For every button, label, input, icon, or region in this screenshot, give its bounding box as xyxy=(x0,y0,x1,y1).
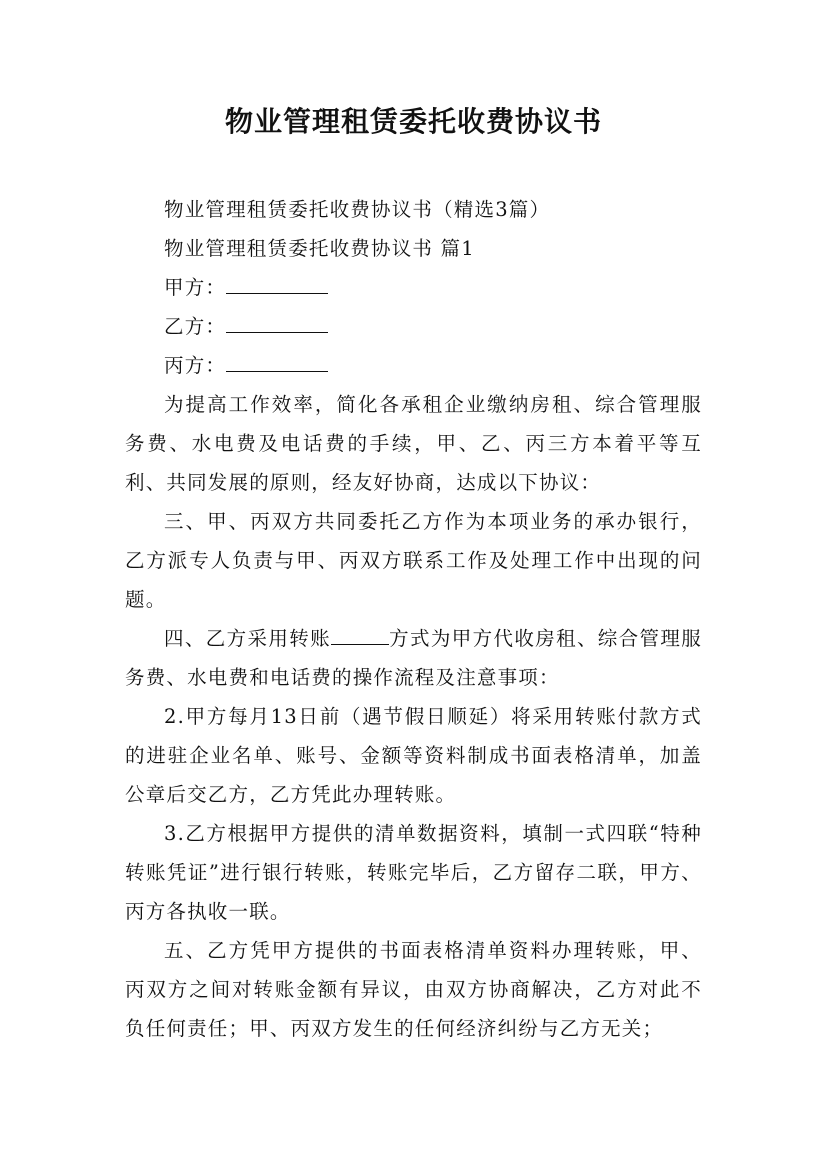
transfer-method-blank xyxy=(331,622,389,645)
party-b-line xyxy=(125,307,702,346)
section-heading: 物业管理租赁委托收费协议书 篇1 xyxy=(164,237,475,260)
clause-four-rest: 方式为甲方代收房租、综合管理服务费、水电费和电话费的操作流程及注意事项： xyxy=(125,627,702,689)
clause-four-lead: 四、乙方采用转账 xyxy=(164,627,331,650)
party-c-blank xyxy=(226,349,328,372)
document-title: 物业管理租赁委托收费协议书 xyxy=(224,105,602,138)
item-three: 3.乙方根据甲方提供的清单数据资料，填制一式四联“特种转账凭证”进行银行转账，转账完毕后，乙方留存二联，甲方、丙方各执收一联。 xyxy=(125,822,702,923)
party-a-label: 甲方： xyxy=(164,276,227,299)
party-a-blank xyxy=(226,271,328,294)
party-b-blank xyxy=(226,310,328,333)
party-c-label: 丙方： xyxy=(164,354,227,377)
document-body xyxy=(125,190,702,1048)
clause-four xyxy=(125,619,702,697)
clause-five: 五、乙方凭甲方提供的书面表格清单资料办理转账，甲、丙双方之间对转账金额有异议，由双方协商解决，乙方对此不负任何责任；甲、丙双方发生的任何经济纠纷与乙方无关； xyxy=(125,939,702,1040)
clause-three: 三、甲、丙双方共同委托乙方作为本项业务的承办银行，乙方派专人负责与甲、丙双方联系工作及处理工作中出现的问题。 xyxy=(125,510,702,611)
intro-paragraph: 为提高工作效率，简化各承租企业缴纳房租、综合管理服务费、水电费及电话费的手续，甲、乙、丙三方本着平等互利、共同发展的原则，经友好协商，达成以下协议： xyxy=(125,393,702,494)
party-a-line xyxy=(125,268,702,307)
party-b-label: 乙方： xyxy=(164,315,227,338)
document-subtitle: 物业管理租赁委托收费协议书（精选3篇） xyxy=(164,198,551,221)
party-c-line xyxy=(125,346,702,385)
item-two: 2.甲方每月13日前（遇节假日顺延）将采用转账付款方式的进驻企业名单、账号、金额等资料制成书面表格清单，加盖公章后交乙方，乙方凭此办理转账。 xyxy=(125,705,702,806)
